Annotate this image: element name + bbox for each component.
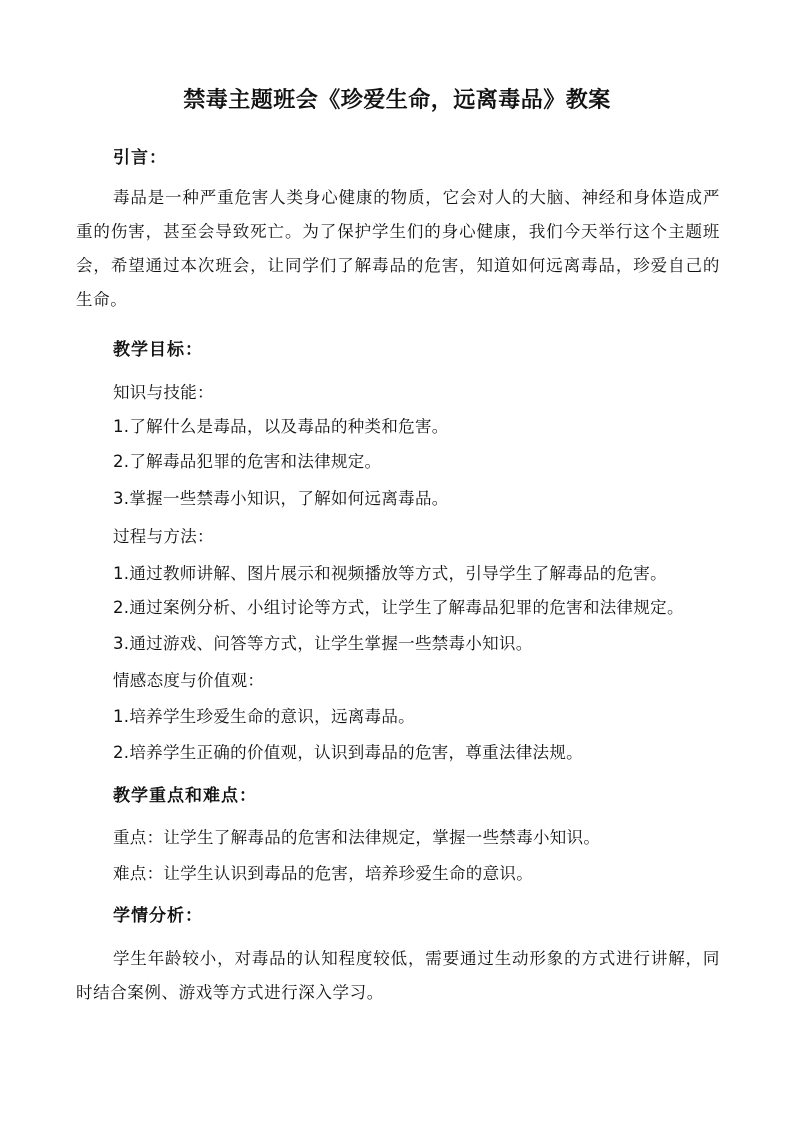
process-item: 3.通过游戏、问答等方式，让学生掌握一些禁毒小知识。 (113, 634, 533, 653)
intro-heading: 引言： (113, 148, 167, 168)
process-item: 1.通过教师讲解、图片展示和视频播放等方式，引导学生了解毒品的危害。 (113, 564, 667, 583)
analysis-heading: 学情分析： (113, 906, 203, 926)
intro-paragraph: 毒品是一种严重危害人类身心健康的物质，它会对人的大脑、神经和身体造成严重的伤害，甚至会导致死亡。为了保护学生们的身心健康，我们今天举行这个主题班会，希望通过本次班会，让同学们了解毒品的危害，知道如何远离毒品，珍爱自己的生命。 (76, 188, 720, 309)
difficult-point-text: 难点：让学生认识到毒品的危害，培养珍爱生命的意识。 (113, 864, 533, 883)
document-title: 禁毒主题班会《珍爱生命，远离毒品》教案 (183, 88, 611, 113)
process-item: 2.通过案例分析、小组讨论等方式，让学生了解毒品犯罪的危害和法律规定。 (113, 598, 684, 617)
knowledge-label: 知识与技能： (113, 383, 214, 402)
process-label: 过程与方法： (113, 527, 214, 546)
knowledge-item: 3.掌握一些禁毒小知识，了解如何远离毒品。 (113, 489, 449, 508)
knowledge-item: 1.了解什么是毒品，以及毒品的种类和危害。 (113, 417, 449, 436)
analysis-paragraph: 学生年龄较小，对毒品的认知程度较低，需要通过生动形象的方式进行讲解，同时结合案例、游戏等方式进行深入学习。 (76, 949, 720, 1002)
objectives-heading: 教学目标： (113, 340, 203, 360)
emotion-item: 2.培养学生正确的价值观，认识到毒品的危害，尊重法律法规。 (113, 743, 583, 762)
emotion-label: 情感态度与价值观： (113, 671, 265, 690)
knowledge-item: 2.了解毒品犯罪的危害和法律规定。 (113, 452, 382, 471)
emotion-item: 1.培养学生珍爱生命的意识，远离毒品。 (113, 707, 415, 726)
key-points-heading: 教学重点和难点： (113, 786, 257, 806)
key-point-text: 重点：让学生了解毒品的危害和法律规定，掌握一些禁毒小知识。 (113, 828, 601, 847)
